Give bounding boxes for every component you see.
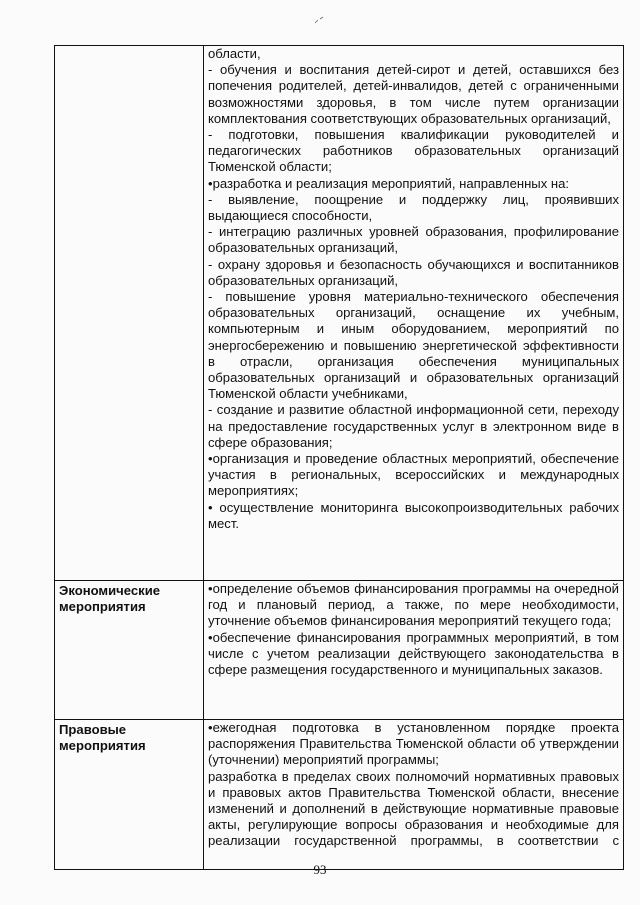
table-row bbox=[55, 46, 624, 581]
scan-mark bbox=[314, 16, 324, 24]
bullet-item: •определение объемов финансирования программы на очередной год и плановый период, а также, по мере необходимости, уточнение объемов финансирования мероприятий текущего года; bbox=[208, 581, 619, 629]
row-content bbox=[204, 46, 624, 581]
text-line: области, bbox=[208, 46, 261, 61]
row-content bbox=[204, 720, 624, 870]
bullet-item: •организация и проведение областных мероприятий, обеспечение участия в региональных, всероссийских и международных мероприятиях; bbox=[208, 451, 619, 499]
bullet-item: - выявление, поощрение и поддержку лиц, проявивших выдающиеся способности, bbox=[208, 191, 619, 224]
row-heading-empty bbox=[55, 46, 204, 581]
measures-table bbox=[54, 45, 624, 870]
bullet-item: разработка в пределах своих полномочий нормативных правовых и правовых актов Правительства Тюменской области, внесение изменений и дополнений в действующие нормативные правовые акты, регулирующие вопросы образования и необходимые для реализации государственной программы, в соответствии с bbox=[208, 768, 619, 849]
row-heading-economic: Экономические мероприятия bbox=[55, 581, 204, 720]
row-content bbox=[204, 581, 624, 720]
bullet-item: •разработка и реализация мероприятий, направленных на: bbox=[208, 175, 570, 191]
table-row bbox=[55, 581, 624, 720]
bullet-item: - подготовки, повышения квалификации руководителей и педагогических работников образовательных организаций Тюменской области; bbox=[208, 127, 619, 175]
table-row bbox=[55, 720, 624, 870]
bullet-item: - интеграцию различных уровней образования, профилирование образовательных организаций, bbox=[208, 224, 619, 256]
bullet-item: •ежегодная подготовка в установленном порядке проекта распоряжения Правительства Тюменской области об утверждении (уточнении) мероприятий программы; bbox=[208, 720, 619, 768]
bullet-item: •обеспечение финансирования программных мероприятий, в том числе с учетом реализации действующего законодательства в сфере размещения государственного и муниципальных заказов. bbox=[208, 629, 619, 678]
bullet-item: - обучения и воспитания детей-сирот и детей, оставшихся без попечения родителей, детей-инвалидов, детей с ограниченными возможностями здоровья, в том числе путем организации комплектования соответствующих образовательных организаций, bbox=[208, 62, 619, 126]
bullet-item: - создание и развитие областной информационной сети, переходу на предоставление государственных услуг в электронном виде в сфере образования; bbox=[208, 402, 619, 450]
bullet-item: - охрану здоровья и безопасность обучающихся и воспитанников образовательных организаций, bbox=[208, 256, 619, 288]
page-number: 93 bbox=[313, 862, 327, 877]
bullet-item: - повышение уровня материально-технического обеспечения образовательных организаций, оснащение их учебным, компьютерным и иным оборудованием, мероприятий по энергосбережению и повышению энергетической эффективности в отрасли, организация обеспечения муниципальных образовательных организаций и образовательных организаций Тюменской области учебниками, bbox=[208, 289, 619, 402]
bullet-item: • осуществление мониторинга высокопроизводительных рабочих мест. bbox=[208, 499, 619, 531]
row-heading-legal: Правовые мероприятия bbox=[55, 720, 204, 870]
